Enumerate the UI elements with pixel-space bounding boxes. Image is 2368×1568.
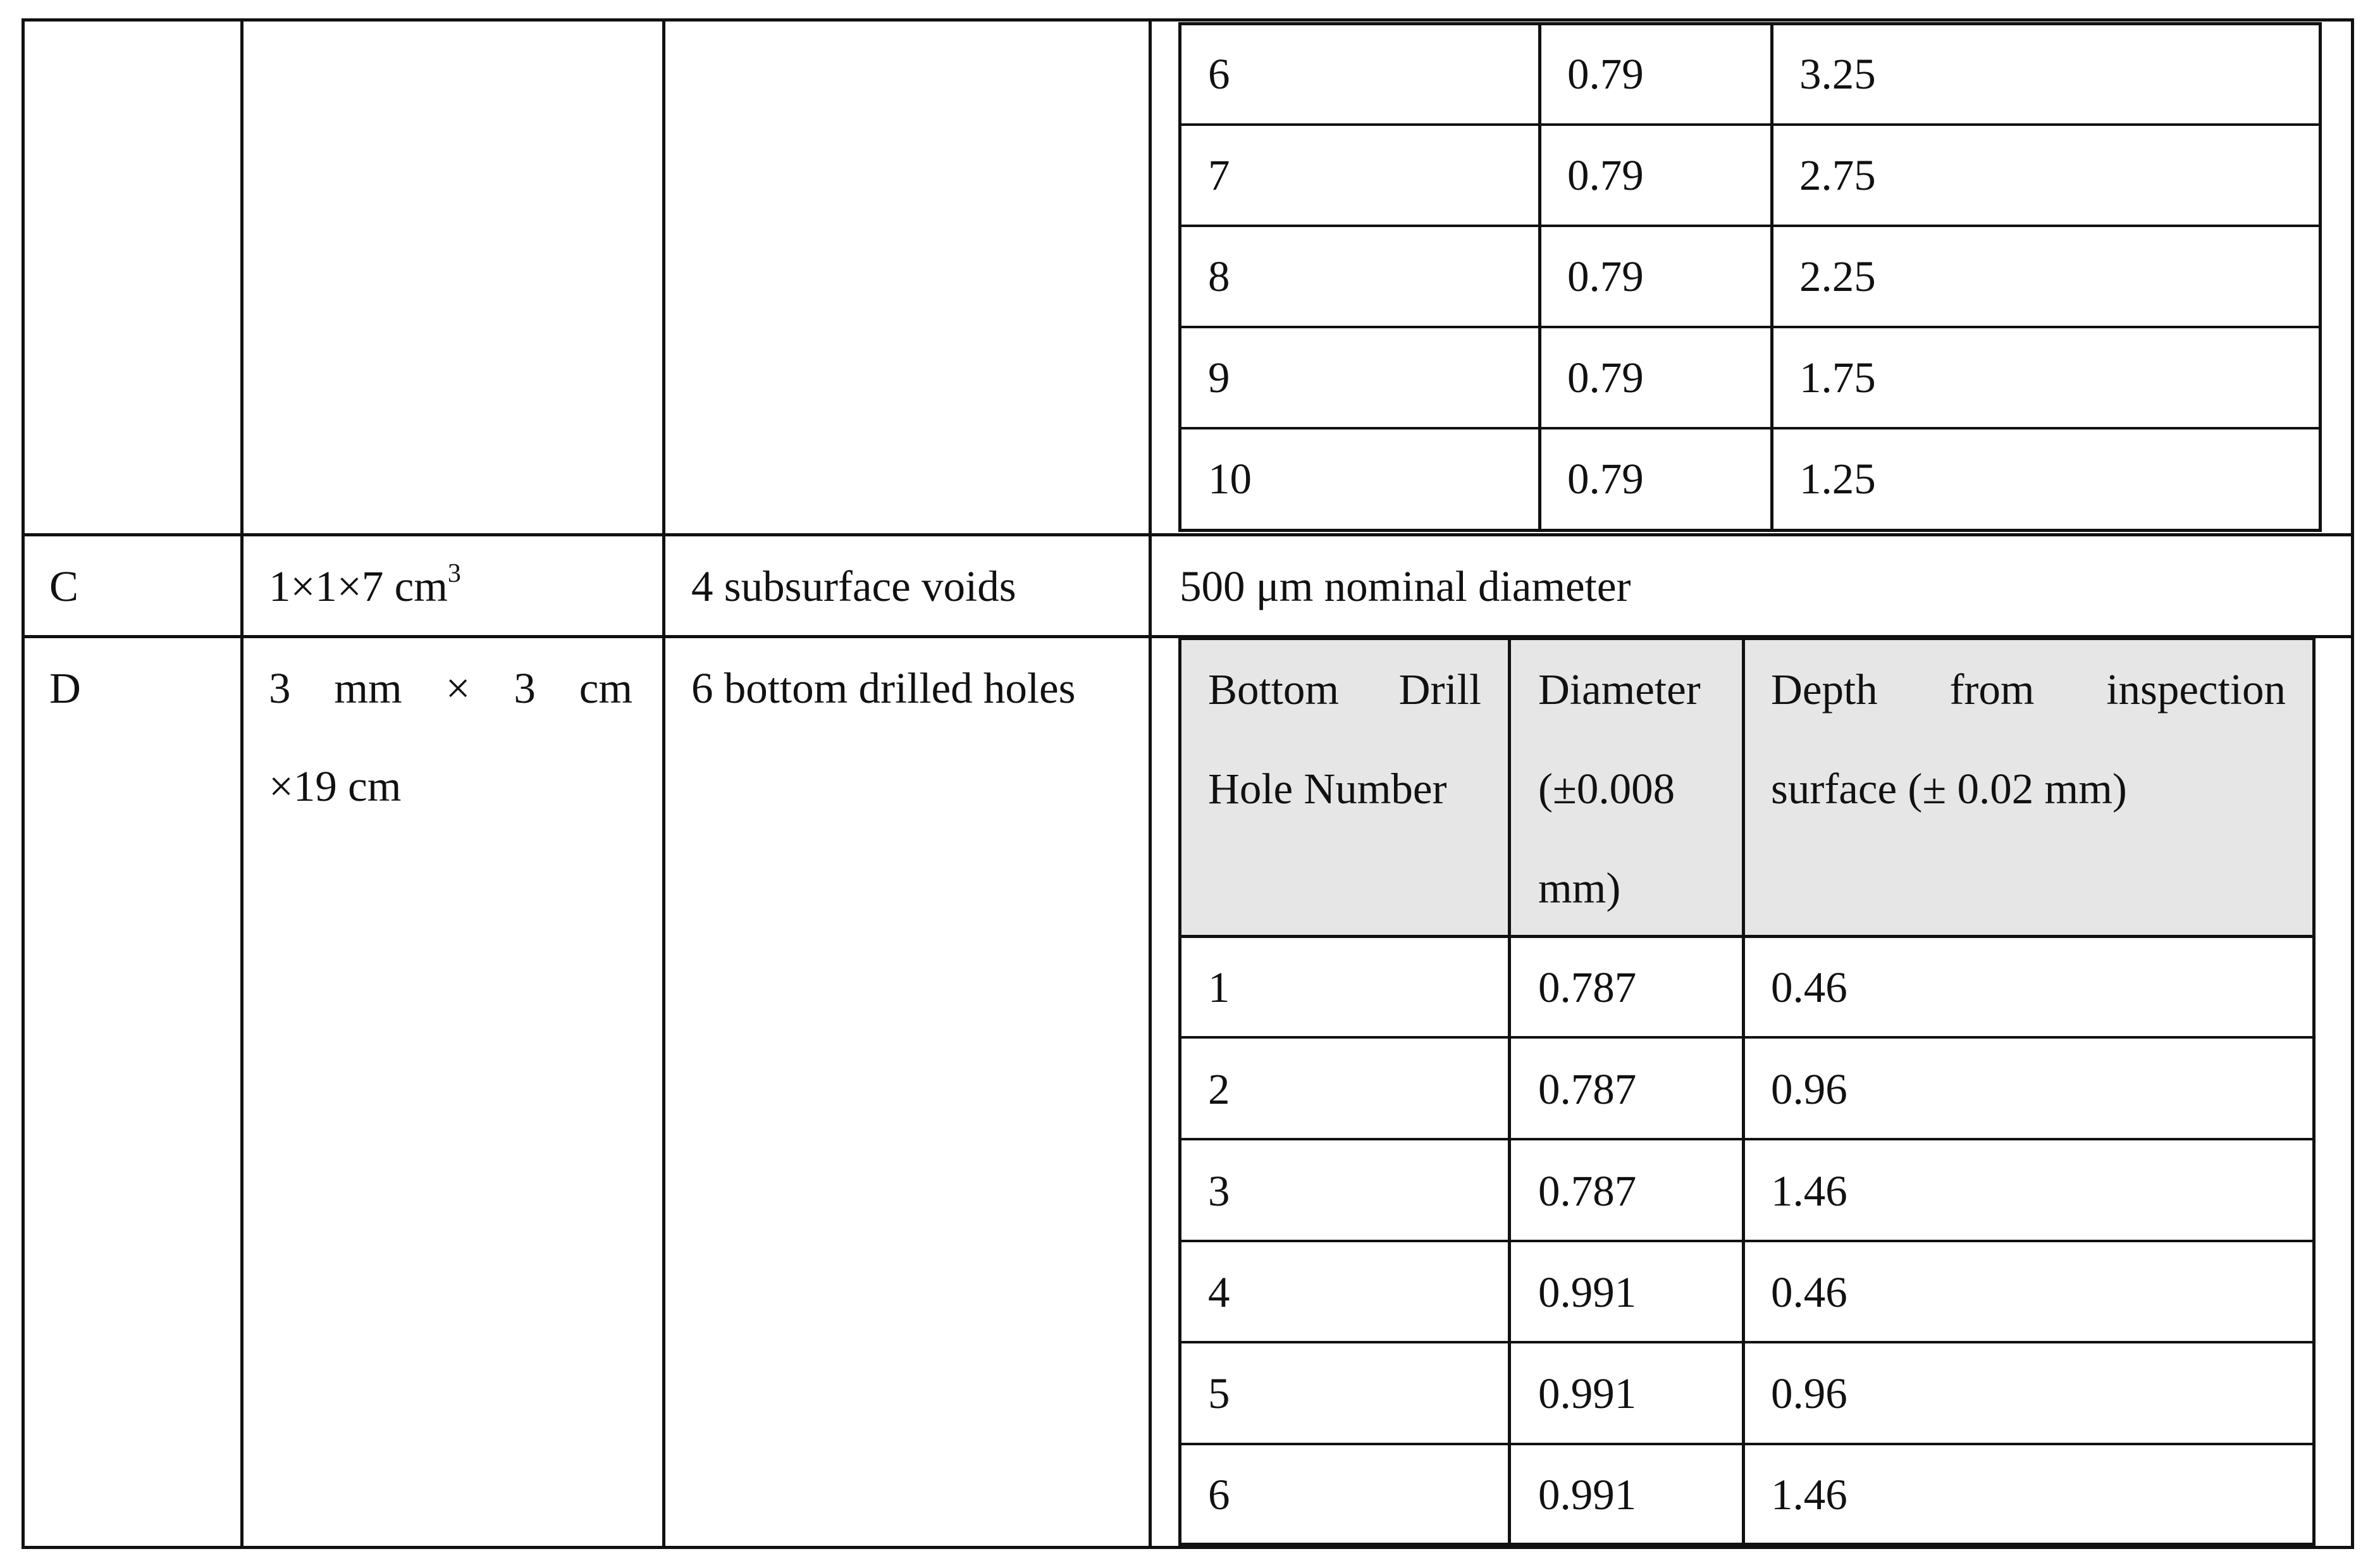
row-d-specimen: D (49, 664, 81, 712)
subtable-d-header-diameter-line-3: mm) (1538, 864, 1621, 912)
subtable-top-col-line-1 (1538, 22, 1541, 532)
subtable-d-header-hole-number-line-2: Hole Number (1208, 765, 1447, 813)
dim-word: 3 (269, 664, 291, 712)
dim-word: mm (334, 664, 402, 712)
subtable-d-row-line-5 (1178, 1443, 2316, 1445)
header-word: Drill (1398, 665, 1481, 713)
subtable-top-border-right (2319, 22, 2322, 532)
row-divider-before-c (22, 533, 2354, 536)
subtable-top-cell: 3.25 (1799, 50, 1876, 98)
subtable-top-cell: 1.25 (1799, 455, 1876, 503)
row-c-specimen: C (49, 562, 79, 610)
subtable-d-border-bottom (1178, 1543, 2316, 1546)
row-d-dimensions-line-1 (269, 664, 632, 713)
subtable-d-cell: 0.46 (1771, 1268, 1847, 1316)
subtable-top-cell: 10 (1208, 455, 1252, 503)
row-d-defect: 6 bottom drilled holes (691, 664, 1076, 712)
subtable-d-header-hole-number-line-1 (1208, 665, 1481, 714)
subtable-d-row-line-3 (1178, 1240, 2316, 1242)
subtable-d-header-bottom (1178, 935, 2316, 938)
subtable-d-header-depth-line-2: surface (± 0.02 mm) (1771, 765, 2127, 813)
subtable-d-header-depth-line-1 (1771, 665, 2286, 714)
header-word: inspection (2106, 665, 2286, 713)
subtable-top-row-line-1 (1178, 123, 2322, 126)
column-divider-3 (1149, 18, 1152, 1549)
subtable-d-cell: 3 (1208, 1167, 1230, 1215)
subtable-d-cell: 0.787 (1538, 1167, 1637, 1215)
header-word: Bottom (1208, 665, 1340, 713)
subtable-d-header-diameter-line-1: Diameter (1538, 665, 1701, 713)
subtable-d-row-line-2 (1178, 1138, 2316, 1140)
outer-top-border (22, 18, 2354, 22)
subtable-d-cell: 0.991 (1538, 1471, 1637, 1519)
dim-word: cm (579, 664, 632, 712)
subtable-top-cell: 0.79 (1567, 252, 1644, 300)
row-c-dimensions-superscript: 3 (447, 559, 461, 588)
subtable-d-row-line-4 (1178, 1341, 2316, 1343)
outer-right-border (2351, 18, 2354, 1549)
subtable-d-border-left (1178, 637, 1181, 1546)
subtable-top-cell: 0.79 (1567, 354, 1644, 402)
row-c-dimensions (269, 559, 461, 611)
subtable-d-cell: 0.991 (1538, 1268, 1637, 1316)
subtable-d-cell: 0.991 (1538, 1369, 1637, 1417)
subtable-d-border-top (1178, 637, 2316, 640)
column-divider-1 (240, 18, 244, 1549)
subtable-top-col-line-2 (1770, 22, 1773, 532)
header-word: from (1949, 665, 2035, 713)
subtable-top-cell: 0.79 (1567, 151, 1644, 199)
subtable-top-cell: 0.79 (1567, 50, 1644, 98)
subtable-d-border-right (2312, 637, 2316, 1546)
row-c-details: 500 μm nominal diameter (1180, 562, 1631, 610)
row-c-defect: 4 subsurface voids (691, 562, 1016, 610)
subtable-top-cell: 8 (1208, 252, 1230, 300)
subtable-top-cell: 1.75 (1799, 354, 1876, 402)
subtable-top-cell: 2.25 (1799, 252, 1876, 300)
subtable-d-header-diameter-line-2: (±0.008 (1538, 765, 1675, 813)
subtable-top-cell: 9 (1208, 354, 1230, 402)
subtable-d-cell: 0.787 (1538, 963, 1637, 1011)
subtable-d-cell: 1 (1208, 963, 1230, 1011)
row-c-dimensions-text: 1×1×7 cm (269, 562, 448, 610)
subtable-top-border-bottom (1178, 529, 2322, 532)
subtable-d-col-line-2 (1742, 637, 1745, 1546)
subtable-top-cell: 6 (1208, 50, 1230, 98)
subtable-top-row-line-4 (1178, 427, 2322, 429)
subtable-d-col-line-1 (1508, 637, 1511, 1546)
subtable-d-row-line-1 (1178, 1036, 2316, 1039)
header-word: Depth (1771, 665, 1878, 713)
subtable-top-border-left (1178, 22, 1181, 532)
subtable-top-cell: 0.79 (1567, 455, 1644, 503)
subtable-top-cell: 2.75 (1799, 151, 1876, 199)
subtable-d-cell: 4 (1208, 1268, 1230, 1316)
row-d-dimensions-line-2: ×19 cm (269, 762, 402, 810)
subtable-d-cell: 0.96 (1771, 1065, 1847, 1113)
dim-word: × (445, 664, 471, 712)
subtable-d-cell: 1.46 (1771, 1471, 1847, 1519)
outer-left-border (22, 18, 25, 1549)
subtable-d-cell: 0.46 (1771, 963, 1847, 1011)
subtable-d-cell: 0.96 (1771, 1369, 1847, 1417)
subtable-top-cell: 7 (1208, 151, 1230, 199)
subtable-top-row-line-2 (1178, 225, 2322, 227)
column-divider-2 (662, 18, 665, 1549)
dim-word: 3 (514, 664, 536, 712)
subtable-d-cell: 1.46 (1771, 1167, 1847, 1215)
subtable-d-cell: 6 (1208, 1471, 1230, 1519)
subtable-top-row-line-3 (1178, 326, 2322, 328)
subtable-d-cell: 5 (1208, 1369, 1230, 1417)
subtable-d-cell: 0.787 (1538, 1065, 1637, 1113)
subtable-top-border-top (1178, 22, 2322, 25)
outer-bottom-border (22, 1546, 2354, 1549)
subtable-d-cell: 2 (1208, 1065, 1230, 1113)
